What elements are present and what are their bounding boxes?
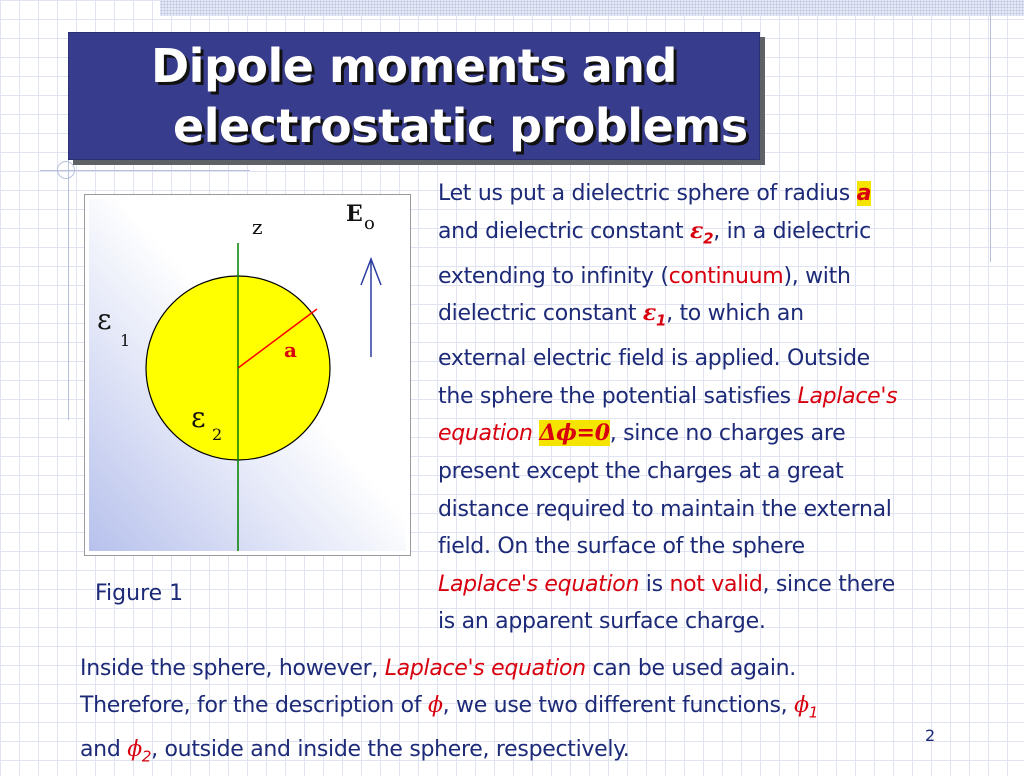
slide-title-line-2: electrostatic problems [173, 99, 748, 153]
page-number: 2 [925, 726, 936, 745]
slide-title-line-1: Dipole moments and [151, 39, 677, 93]
epsilon-1-symbol: ε [97, 303, 112, 336]
epsilon-2-symbol: ε [191, 401, 206, 434]
field-subscript: o [364, 213, 375, 234]
figure-caption: Figure 1 [95, 581, 184, 606]
title-box [68, 32, 760, 160]
phi-symbol: ϕ [127, 737, 142, 763]
epsilon-symbol: ε [642, 300, 656, 327]
z-axis-label: z [252, 215, 263, 239]
text-line: the sphere the potential satisfies Laplace's [438, 383, 898, 409]
bottom-paragraph [80, 650, 980, 776]
right-paragraph [438, 175, 978, 641]
text-line: Inside the sphere, however, Laplace's equation can be used again. [80, 656, 796, 681]
top-dotted-band [160, 0, 1024, 16]
laplace-term: Laplace's equation [384, 656, 586, 681]
laplace-equation: Δϕ=0 [539, 420, 610, 447]
decor-vertical-line-right [990, 0, 991, 262]
figure-1-diagram [84, 194, 411, 556]
text-line: is an apparent surface charge. [438, 609, 766, 635]
field-label: E [346, 201, 363, 227]
text-line: present except the charges at a great [438, 458, 844, 484]
decor-vertical-line-left [68, 160, 69, 420]
decor-crosshair-circle [57, 161, 75, 179]
sphere-diagram [85, 195, 410, 555]
epsilon-symbol: ε [690, 217, 704, 244]
text-line: and dielectric constant $\varepsilon_2$, in a dielectric [438, 217, 871, 247]
text-line: distance required to maintain the external [438, 496, 892, 522]
text-line: external electric field is applied. Outside [438, 346, 870, 372]
text-line: Laplace's equation is not valid, since there [438, 571, 895, 597]
phi-symbol: ϕ [794, 693, 809, 718]
laplace-term: Laplace's equation [438, 571, 640, 597]
text-line: field. On the surface of the sphere [438, 534, 805, 560]
text-line: Therefore, for the description of ϕ, we use two different functions, $\phi_1$ [80, 693, 819, 722]
epsilon-2-subscript: 2 [212, 425, 223, 444]
epsilon-1-subscript: 1 [120, 331, 131, 350]
radius-label: a [284, 338, 297, 362]
not-valid-term: not valid [669, 571, 763, 597]
text-line: dielectric constant $\varepsilon_1$, to which an [438, 300, 804, 330]
text-line: extending to infinity (continuum), with [438, 263, 851, 289]
continuum-term: continuum [668, 263, 784, 289]
text-line: equation Δϕ=0, since no charges are [438, 420, 846, 447]
text-line: Let us put a dielectric sphere of radius a [438, 181, 872, 206]
phi-symbol: ϕ [427, 693, 443, 718]
radius-symbol: a [856, 181, 872, 206]
laplace-term: Laplace's [797, 383, 898, 409]
text-line: and $\phi_2$, outside and inside the sphere, respectively. [80, 737, 630, 766]
